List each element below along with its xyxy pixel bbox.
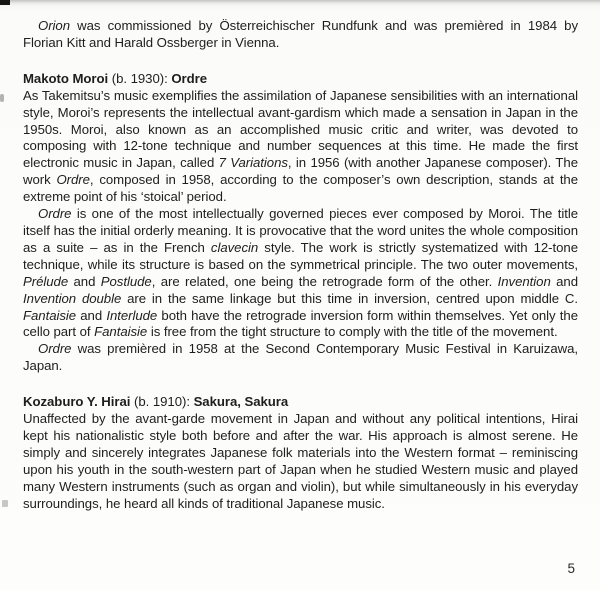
scan-speck [2,500,8,507]
scan-speck [0,94,4,102]
scan-edge-artifact [0,0,600,6]
page-number: 5 [567,561,575,576]
paragraph-ordre-premiere: Ordre was premièred in 1958 at the Second Contemporary Music Festival in Karuizawa, Japan. [23,341,578,374]
heading-hirai-sakura: Kozaburo Y. Hirai (b. 1910): Sakura, Sakura [23,394,289,410]
paragraph-orion-premiere: Orion was commissioned by Österreichischer Rundfunk and was premièred in 1984 by Florian Kitt and Harald Ossberger in Vienna. [23,18,578,50]
paragraph-ordre-analysis: Ordre is one of the most intellectually governed pieces ever composed by Moroi. The title itself has the initial orderly meaning. It is provocative that the word unites the whole composition as a suite – as in the French clavecin style. The work is strictly systematized with 12-tone technique, while its structure is based on the symmetrical principle. The two outer movements, Prélude and Postlude, are related, one being the retrograde form of the other. Invention and Invention double are in the same linkage but this time in inversion, centred upon middle C. Fantaisie and Interlude both have the retrograde inversion form within themselves. Yet only the cello part of Fantaisie is free from the tight structure to comply with the title of the movement. [23,206,578,340]
paragraph-moroi-intro: As Takemitsu’s music exemplifies the assimilation of Japanese sensibilities with an international style, Moroi’s represents the intellectual avant-gardism which made a sensation in Japan in the 1950s. Moroi, also known as an accomplished music critic and writer, was devoted to composing with 12-tone technique and number sequences at this time. He made the first electronic music in Japan, called 7 Variations, in 1956 (with another Japanese composer). The work Ordre, composed in 1958, according to the composer’s own description, stands at the extreme point of his ‘stoical’ period. [23,87,579,205]
scan-mark-top-left [0,0,10,5]
liner-notes-text [23,18,578,512]
heading-moroi-ordre: Makoto Moroi (b. 1930): Ordre [23,70,207,86]
paragraph-hirai-intro: Unaffected by the avant-garde movement in Japan and without any political intentions, Hirai kept his nationalistic style both before and after the war. His approach is almost serene. He simply and sincerely integrates Japanese folk materials into the Western format – reminiscing upon his youth in the south-western part of Japan when he studied Western music and played many Western instruments (such as organ and violin), but while simultaneously in his everyday surroundings, he heard all kinds of traditional Japanese music. [23,411,578,511]
